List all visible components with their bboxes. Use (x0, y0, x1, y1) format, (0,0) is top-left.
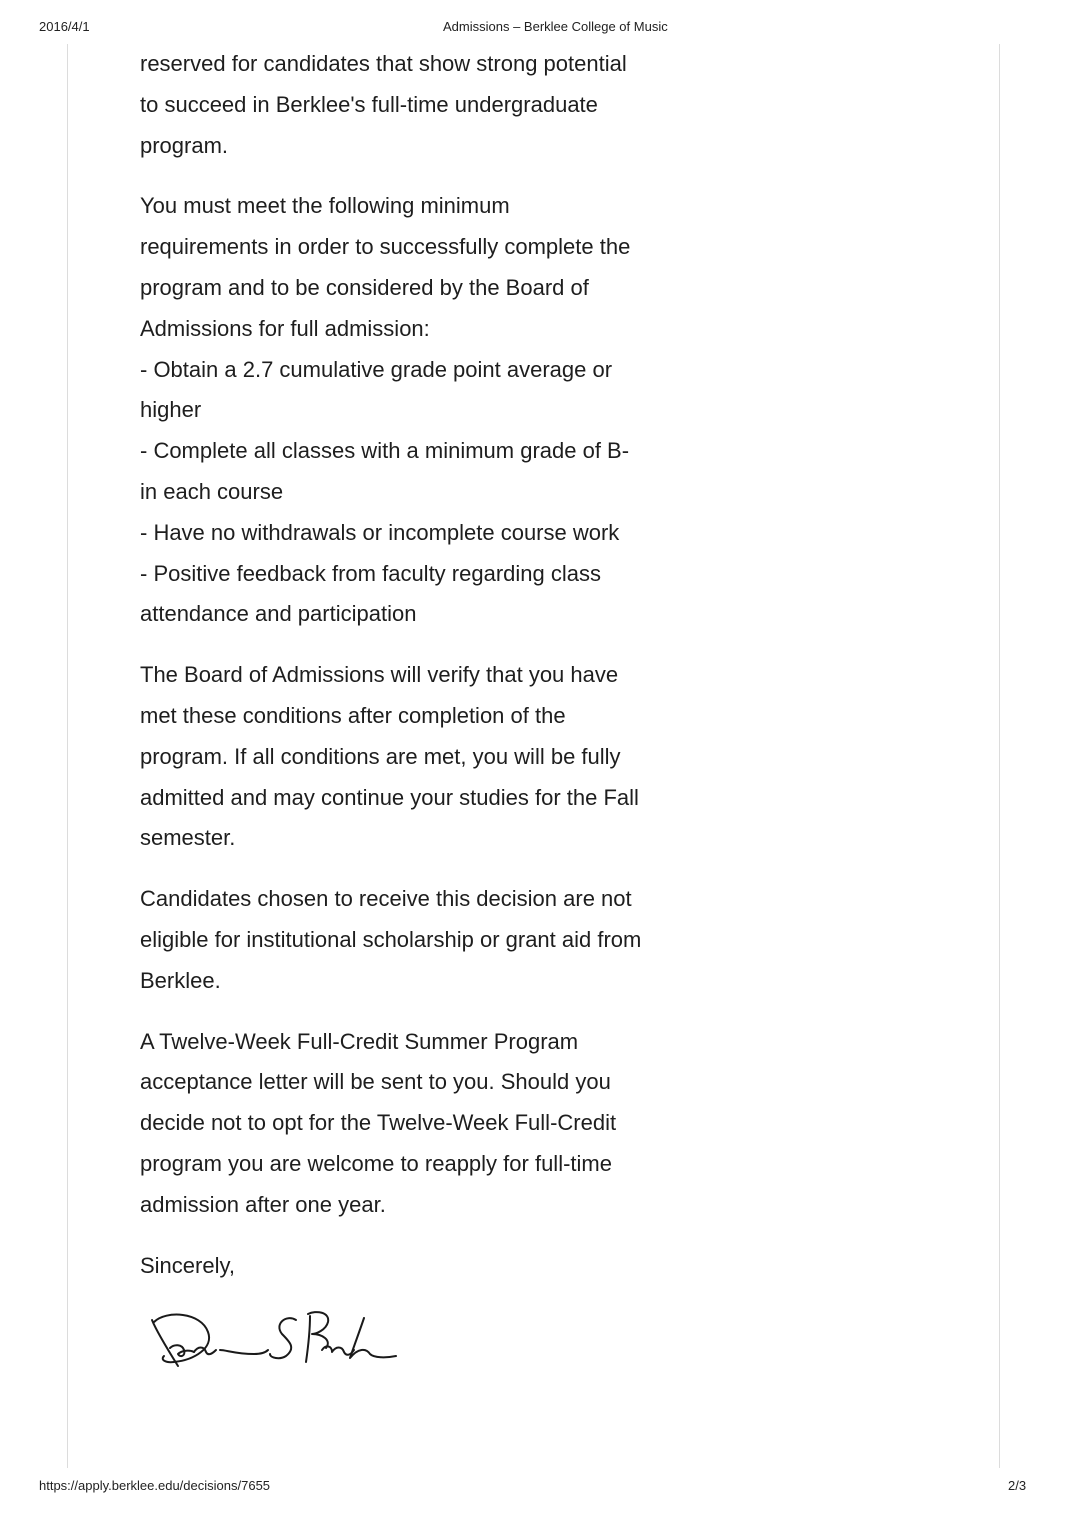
text-line: eligible for institutional scholarship or grant aid from (140, 926, 642, 952)
closing (140, 1246, 700, 1287)
text-line: decide not to opt for the Twelve-Week Full-Credit (140, 1110, 617, 1136)
text-line: Candidates chosen to receive this decision are not (140, 886, 632, 912)
print-date: 2016/4/1 (39, 19, 90, 34)
text-line: program. (140, 132, 229, 158)
paragraph-requirements (140, 186, 700, 635)
paragraph-scholarship (140, 879, 700, 1001)
left-margin-rule (67, 44, 68, 1468)
text-line: acceptance letter will be sent to you. Should you (140, 1069, 611, 1095)
closing-text: Sincerely, (140, 1252, 235, 1278)
text-line: higher (140, 397, 202, 423)
requirement-item: - Obtain a 2.7 cumulative grade point average or (140, 356, 613, 382)
text-line: admitted and may continue your studies for the Fall (140, 784, 639, 810)
paragraph-summer-program (140, 1022, 700, 1226)
text-line: met these conditions after completion of the (140, 702, 566, 728)
text-line: reserved for candidates that show strong potential (140, 51, 627, 76)
requirement-item: - Have no withdrawals or incomplete course work (140, 519, 620, 545)
text-line: admission after one year. (140, 1191, 386, 1217)
requirement-item: - Complete all classes with a minimum grade of B- (140, 438, 630, 464)
page-number: 2/3 (1008, 1478, 1027, 1493)
text-line: to succeed in Berklee's full-time undergraduate (140, 91, 598, 117)
text-line: requirements in order to successfully complete the (140, 234, 631, 260)
letter-body (140, 44, 700, 1306)
text-line: Berklee. (140, 967, 221, 993)
text-line: semester. (140, 825, 236, 851)
paragraph-eligibility (140, 44, 700, 166)
handwritten-signature (146, 1300, 406, 1380)
text-line: program. If all conditions are met, you will be fully (140, 743, 621, 769)
paragraph-verification (140, 655, 700, 859)
text-line: You must meet the following minimum (140, 193, 510, 219)
print-source-url: https://apply.berklee.edu/decisions/7655 (39, 1478, 271, 1493)
text-line: The Board of Admissions will verify that you have (140, 662, 619, 688)
requirement-item: - Positive feedback from faculty regarding class (140, 560, 601, 586)
text-line: Admissions for full admission: (140, 315, 430, 341)
text-line: program you are welcome to reapply for full-time (140, 1150, 612, 1176)
text-line: A Twelve-Week Full-Credit Summer Program (140, 1028, 579, 1054)
text-line: in each course (140, 478, 284, 504)
print-page-title: Admissions – Berklee College of Music (443, 19, 668, 34)
text-line: attendance and participation (140, 601, 417, 627)
right-margin-rule (999, 44, 1000, 1468)
text-line: program and to be considered by the Board of (140, 274, 589, 300)
